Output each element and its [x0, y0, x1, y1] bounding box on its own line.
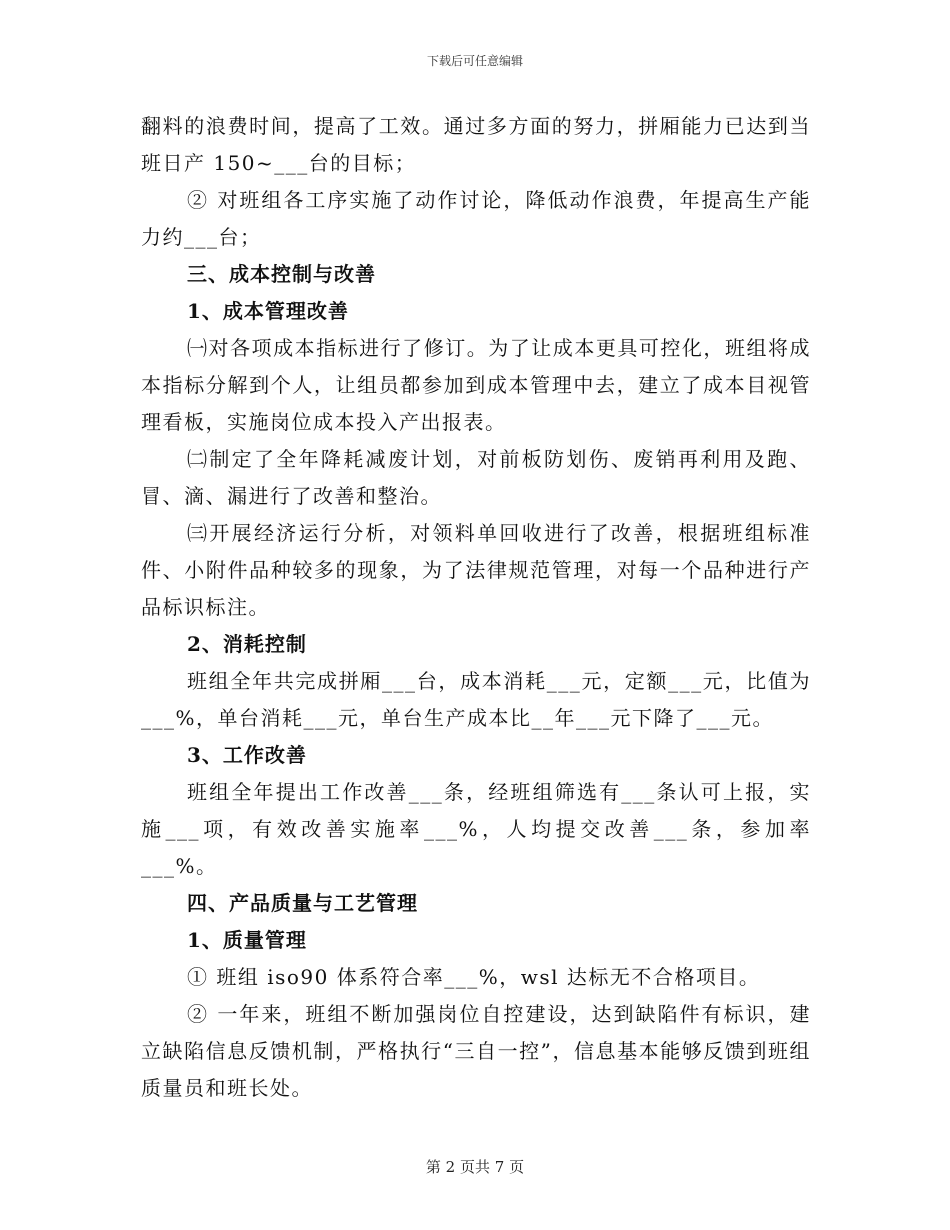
paragraph: ㈠对各项成本指标进行了修订。为了让成本更具可控化，班组将成本指标分解到个人，让组员都参加到成本管理中去，建立了成本目视管理看板，实施岗位成本投入产出报表。 — [141, 336, 811, 434]
subsection-heading: 1、成本管理改善 — [187, 299, 349, 323]
paragraph: ㈡制定了全年降耗减废计划，对前板防划伤、废销再利用及跑、冒、滴、漏进行了改善和整治。 — [141, 447, 811, 508]
subsection-heading: 1、质量管理 — [187, 928, 307, 952]
section-heading: 四、产品质量与工艺管理 — [187, 891, 418, 915]
subsection-heading: 3、工作改善 — [187, 743, 307, 767]
section-heading: 三、成本控制与改善 — [187, 262, 376, 286]
paragraph: ① 班组 iso90 体系符合率___%，wsl 达标无不合格项目。 — [187, 965, 761, 989]
paragraph: ② 对班组各工序实施了动作讨论，降低动作浪费，年提高生产能力约___台； — [141, 188, 811, 249]
paragraph: 班组全年提出工作改善___条，经班组筛选有___条认可上报，实施___项，有效改善实施率___%，人均提交改善___条，参加率___%。 — [141, 780, 811, 878]
paragraph: ㈢开展经济运行分析，对领料单回收进行了改善，根据班组标准件、小附件品种较多的现象，为了法律规范管理，对每一个品种进行产品标识标注。 — [141, 521, 811, 619]
paragraph: ② 一年来，班组不断加强岗位自控建设，达到缺陷件有标识，建立缺陷信息反馈机制，严格执行“三自一控”，信息基本能够反馈到班组质量员和班长处。 — [141, 1002, 811, 1100]
page-footer: 第 2 页共 7 页 — [425, 1158, 525, 1176]
paragraph: 翻料的浪费时间，提高了工效。通过多方面的努力，拼厢能力已达到当班日产 150~___台的目标； — [141, 114, 811, 175]
subsection-heading: 2、消耗控制 — [187, 632, 307, 656]
paragraph: 班组全年共完成拼厢___台，成本消耗___元，定额___元，比值为___%，单台消耗___元，单台生产成本比__年___元下降了___元。 — [141, 669, 811, 730]
page-header: 下载后可任意编辑 — [426, 54, 523, 68]
document-body — [141, 108, 811, 1107]
